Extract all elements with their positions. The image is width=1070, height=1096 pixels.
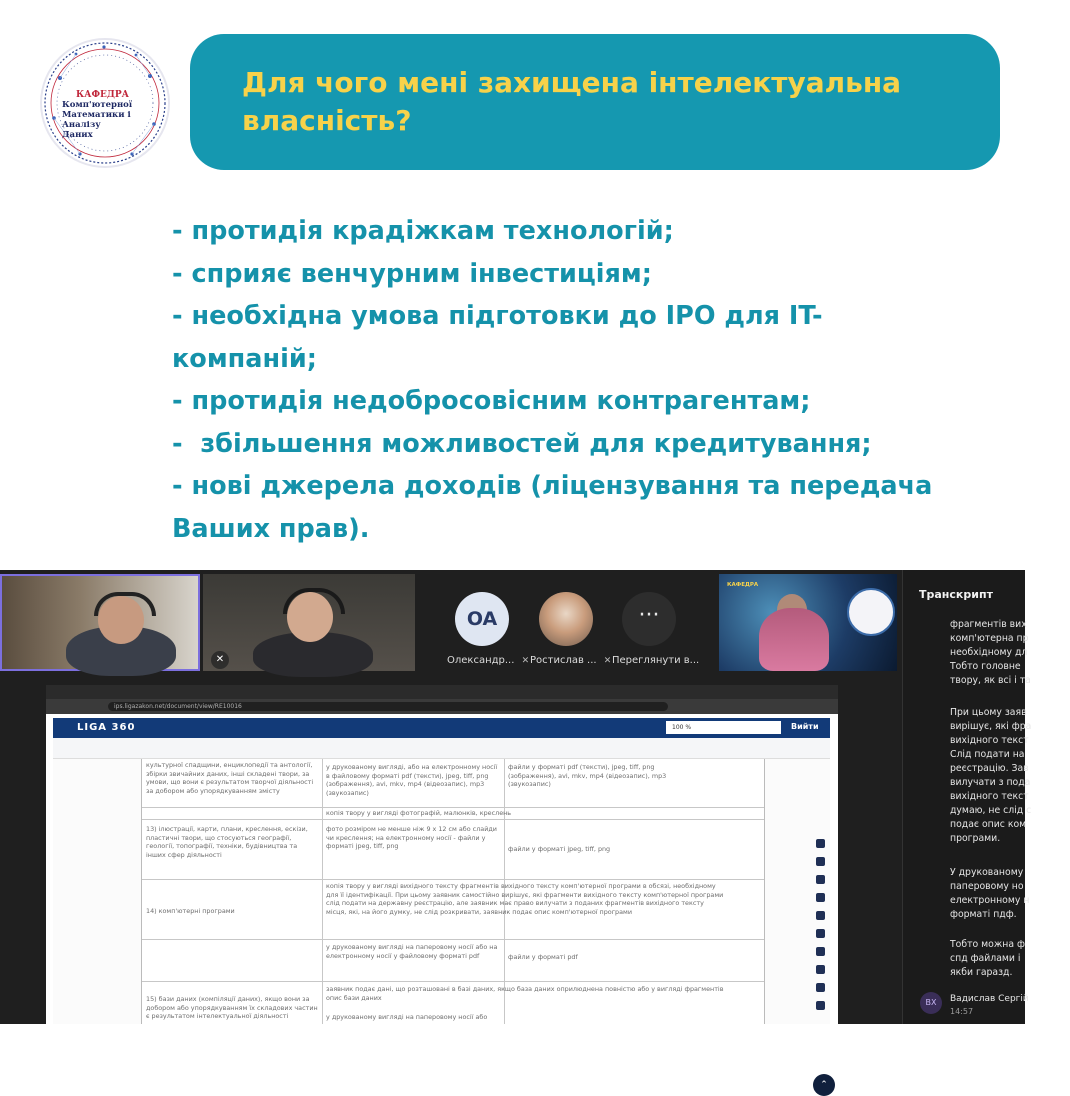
- participant-video-tile-2[interactable]: [203, 574, 415, 671]
- info-icon[interactable]: [816, 893, 825, 902]
- mic-muted-icon: ✕: [521, 656, 530, 666]
- table-col-divider: [322, 759, 323, 1024]
- table-row-divider: [142, 819, 764, 820]
- library-icon[interactable]: [816, 929, 825, 938]
- table-row-divider: [142, 879, 764, 880]
- bullet-line: - нові джерела доходів (ліцензування та передача: [172, 471, 933, 501]
- bullet-line: - протидія недобросовісним контрагентам;: [172, 386, 811, 416]
- document-table: [141, 759, 765, 1024]
- participant-name-text: Олександр...: [447, 655, 515, 666]
- participant-avatar-photo[interactable]: [539, 592, 593, 646]
- list-icon[interactable]: [816, 875, 825, 884]
- document-area: [53, 759, 830, 1090]
- table-row-divider: [142, 939, 764, 940]
- speaker-timestamp: 14:57: [950, 1007, 974, 1016]
- ellipsis-icon[interactable]: ···: [622, 592, 676, 646]
- presenter-background-text: КАФЕДРА: [727, 582, 759, 588]
- logo-line-4: Аналізу: [62, 120, 101, 130]
- table-row-divider: [142, 981, 764, 982]
- headset-icon: [283, 588, 345, 614]
- logo-line-kafedra: КАФЕДРА: [76, 90, 130, 100]
- table-cell: 13) ілюстрації, карти, плани, креслення, ескізи, пластичні твори, що стосуються географії, геології, топографії, техніки, будівництва та інших сфер діяльності: [146, 825, 308, 859]
- text-size-icon[interactable]: [816, 1001, 825, 1010]
- bullet-line: - збільшення можливостей для кредитування;: [172, 428, 872, 459]
- bullet-line: - необхідна умова підготовки до IPO для IT-: [172, 301, 823, 331]
- video-call-screenshot: [0, 570, 1032, 1090]
- table-cell: файли у форматі jpeg, tiff, png: [508, 845, 611, 853]
- participant-name-2: [530, 655, 611, 666]
- slide-bullet-list: [172, 210, 1012, 550]
- exit-button[interactable]: Вийти: [791, 722, 819, 731]
- chevron-up-icon[interactable]: ⌃: [813, 1074, 835, 1096]
- table-row-divider: [142, 807, 764, 808]
- table-cell: заявник подає дані, що розташовані в базі даних, якщо база даних оприлюднена повністю або у вигляді фрагментів опис бази даних: [326, 985, 724, 1002]
- link-icon[interactable]: [816, 965, 825, 974]
- presenter-video-tile[interactable]: [719, 574, 897, 671]
- speaker-name: Вадислав Сергій: [950, 994, 1029, 1004]
- transcript-paragraph: У друкованому паперовому но електронному н форматі пдф.: [950, 867, 1030, 920]
- table-cell: у друкованому вигляді на паперовому носії або: [326, 1013, 488, 1021]
- bell-icon[interactable]: [816, 983, 825, 992]
- logo-line-3: Математики і: [62, 110, 131, 120]
- app-header-bar: [53, 718, 830, 738]
- mic-muted-icon: ✕: [211, 651, 229, 669]
- transcript-panel: [902, 570, 1032, 1024]
- participant-name-1: [447, 655, 529, 666]
- zoom-control[interactable]: 100 %: [666, 721, 781, 734]
- document-side-toolbar: [816, 839, 830, 1019]
- participant-name-text: Ростислав ...: [530, 655, 597, 666]
- transcript-paragraph: Тобто можна ф спд файлами і якби гаразд.: [950, 939, 1025, 978]
- table-cell: у друкованому вигляді, або на електронному носії в файловому форматі pdf (тексти), jpeg, tiff, png (зображення), avi, mkv, mp4 (відеозапис), mp3 (звукозапис): [326, 763, 498, 797]
- slide-title-banner: [190, 34, 1000, 170]
- table-cell: копія твору у вигляді фотографій, малюнків, креслень: [326, 809, 512, 817]
- bullet-line: - сприяє венчурним інвестиціям;: [172, 258, 652, 289]
- mic-muted-icon: ✕: [603, 656, 612, 666]
- transcript-paragraph: При цьому заяв вирішує, які фра вихідного текст Слід подати на реєстрацію. Зав вилучати з пода вихідного текст думаю, не слід с подає опис ком програми.: [950, 707, 1032, 844]
- table-cell: культурної спадщини, енциклопедії та антології, збірки звичайних даних, інші складені твори, за умови, що вони є результатом творчої діяльності за добором або упорядкуванням змісту: [146, 761, 314, 795]
- browser-address-bar: [46, 699, 838, 714]
- browser-bookmarks-bar: [46, 685, 838, 699]
- speaker-avatar: ВХ: [920, 992, 942, 1014]
- app-logo: LIGA 360: [77, 722, 136, 733]
- department-logo: [40, 38, 170, 168]
- headset-icon: [94, 592, 156, 616]
- transcript-paragraph: фрагментів вих комп'ютерна пр необхідному дл Тобто головне твору, як всі і та: [950, 619, 1031, 686]
- table-cell: 15) бази даних (компіляції даних), якщо вони за добором або упорядкуванням їх складових частин є результатом інтелектуальної діяльності: [146, 995, 318, 1020]
- table-cell: у друкованому вигляді на паперовому носії або на електронному носії у файловому форматі pdf: [326, 943, 498, 960]
- document-toolbar: [53, 738, 830, 759]
- table-cell: 14) комп'ютерні програми: [146, 907, 235, 915]
- view-more-label[interactable]: Переглянути в...: [612, 655, 700, 666]
- print-icon[interactable]: [816, 839, 825, 848]
- presenter-body: [759, 608, 829, 671]
- shared-screen-browser: [46, 685, 838, 1090]
- bullet-line: компаній;: [172, 343, 317, 374]
- participant-avatar-initials[interactable]: OA: [455, 592, 509, 646]
- bookmark-icon[interactable]: [816, 911, 825, 920]
- bullet-line: - протидія крадіжкам технологій;: [172, 216, 674, 246]
- bullet-line: Ваших прав).: [172, 513, 370, 544]
- url-field[interactable]: ips.ligazakon.net/document/view/RE10016: [108, 702, 668, 711]
- slide-title: Для чого мені захищена інтелектуальна власність?: [242, 66, 902, 137]
- search-icon[interactable]: [816, 947, 825, 956]
- table-cell: фото розміром не менше ніж 9 x 12 см або слайди чи креслення; на електронному носії - файли у форматі jpeg, tiff, png: [326, 825, 497, 850]
- table-cell: файли у форматі pdf (тексти), jpeg, tiff, png (зображення), avi, mkv, mp4 (відеозапис), mp3 (звукозапис): [508, 763, 667, 788]
- presenter-background-logo: [847, 588, 895, 636]
- participant-video-tile-1[interactable]: [0, 574, 200, 671]
- table-cell: файли у форматі pdf: [508, 953, 578, 961]
- table-cell: копія твору у вигляді вихідного тексту фрагментів вихідного тексту комп'ютерної програми в обсязі, необхідному для її ідентифікації. При цьому заявник самостійно вирішує, які фрагменти вихідного тексту комп'ютерної програми слід подати на державну реєстрацію, але заявник має право вилучати з поданих фрагментів вихідного тексту місця, які, на його думку, не слід розкривати, заявник подає опис комп'ютерної програми: [326, 882, 724, 916]
- logo-line-2: Комп'ютерної: [62, 100, 133, 110]
- logo-text: [62, 90, 152, 140]
- document-icon[interactable]: [816, 857, 825, 866]
- logo-line-5: Даних: [62, 130, 93, 140]
- transcript-title: Транскрипт: [919, 588, 993, 601]
